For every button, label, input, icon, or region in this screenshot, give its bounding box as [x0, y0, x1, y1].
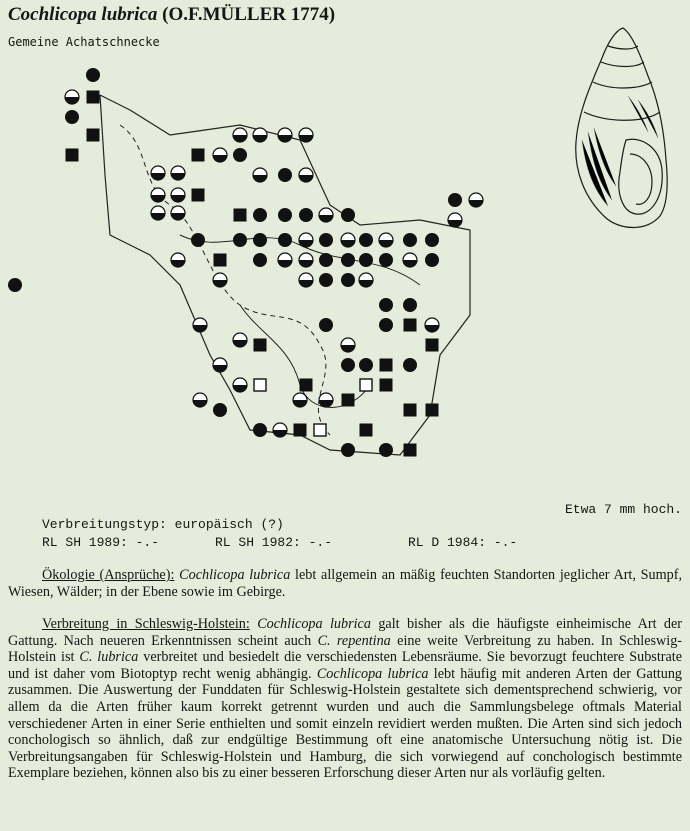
record-square-filled [404, 319, 416, 331]
record-square-filled [192, 149, 204, 161]
record-dot-filled [299, 208, 313, 222]
record-square-open [360, 379, 372, 391]
rl-sh-1982: RL SH 1982: -.- [215, 535, 333, 550]
record-dot-half-fill [299, 260, 313, 267]
record-dot-filled [379, 253, 393, 267]
record-dot-half-fill [293, 400, 307, 407]
oekologie-paragraph [8, 567, 682, 600]
oekologie-heading: Ökologie (Ansprüche): [42, 567, 175, 583]
record-dot-filled [341, 358, 355, 372]
distribution-map [0, 55, 520, 475]
record-dot-filled [359, 358, 373, 372]
record-dot-half-fill [171, 173, 185, 180]
record-dot-half-fill [469, 200, 483, 207]
record-dot-filled [86, 68, 100, 82]
coastline [100, 95, 470, 455]
common-name: Gemeine Achatschnecke [8, 35, 160, 49]
record-dot-half-fill [403, 260, 417, 267]
record-dot-filled [379, 443, 393, 457]
record-square-open [254, 379, 266, 391]
record-square-filled [360, 424, 372, 436]
record-dot-half-fill [341, 345, 355, 352]
record-dot-filled [253, 423, 267, 437]
record-dot-filled [359, 253, 373, 267]
record-dot-filled [359, 233, 373, 247]
verbreitung-text-4: lebt häufig mit anderen Arten der Gattung zusammen. Die Auswertung der Funddaten für Schleswig-Holstein gestaltete sich dementsprechend schwierig, vor allem da die Arten früher kaum korrekt getrennt wurden und auch die Sammlungsbelege oftmals Material verschiedener Arten in einer Serie enthielten und somit einzeln revidiert werden mußten. Die Arten sind sich jedoch conchologisch so ähnlich, daß zur endgültige Bestimmung oft eine anatomische Untersuchung nötig ist. Die Verbreitungsangaben für Schleswig-Holstein und Hamburg, die sich vorwiegend auf conchologisch bestimmte Exemplare beziehen, können also bis zu einer besseren Erforschung dieser Arten nur als vorläufig gelten. [8, 665, 683, 782]
record-dot-filled [278, 208, 292, 222]
record-dot-filled [233, 148, 247, 162]
record-square-filled [404, 444, 416, 456]
record-dot-half-fill [299, 135, 313, 142]
page-title [8, 4, 335, 26]
distribution-type-value: europäisch (?) [174, 517, 284, 532]
record-dot-half-fill [233, 385, 247, 392]
record-square-filled [380, 379, 392, 391]
title-species: Cochlicopa lubrica [8, 4, 158, 25]
record-dot-half-fill [341, 240, 355, 247]
record-dot-filled [341, 208, 355, 222]
record-dot-filled [403, 358, 417, 372]
record-dot-filled [65, 110, 79, 124]
record-square-filled [404, 404, 416, 416]
record-dot-half-fill [278, 260, 292, 267]
record-dot-half-fill [213, 155, 227, 162]
record-dot-half-fill [213, 280, 227, 287]
record-dot-filled [319, 318, 333, 332]
record-square-filled [294, 424, 306, 436]
record-dot-filled [253, 253, 267, 267]
verbreitung-paragraph [8, 616, 682, 782]
record-square-filled [234, 209, 246, 221]
record-dot-half-fill [193, 325, 207, 332]
record-dot-filled [213, 403, 227, 417]
record-dot-half-fill [193, 400, 207, 407]
title-author: (O.F.MÜLLER 1774) [162, 4, 336, 25]
record-dot-half-fill [65, 97, 79, 104]
record-dot-half-fill [151, 195, 165, 202]
record-square-filled [426, 339, 438, 351]
record-dot-half-fill [171, 213, 185, 220]
record-square-filled [254, 339, 266, 351]
record-dot-half-fill [278, 135, 292, 142]
record-dot-half-fill [151, 213, 165, 220]
record-square-filled [87, 129, 99, 141]
verbreitung-species-2: C. repentina [317, 632, 391, 649]
oekologie-text: lebt allgemein an mäßig feuchten Standorten jeglicher Art, Sumpf, Wiesen, Wälder; in der Ebene sowie im Gebirge. [8, 567, 683, 600]
record-dot-half-fill [253, 135, 267, 142]
record-dot-filled [8, 278, 22, 292]
record-square-filled [87, 91, 99, 103]
record-dot-half-fill [359, 280, 373, 287]
record-dot-half-fill [299, 175, 313, 182]
record-dot-filled [278, 168, 292, 182]
record-square-open [314, 424, 326, 436]
snail-shell-drawing [568, 20, 673, 235]
record-dot-filled [253, 233, 267, 247]
record-dot-half-fill [253, 175, 267, 182]
record-dot-filled [319, 273, 333, 287]
verbreitung-species-1: Cochlicopa lubrica [257, 616, 371, 632]
record-square-filled [380, 359, 392, 371]
record-dot-half-fill [151, 173, 165, 180]
record-square-filled [214, 254, 226, 266]
record-dot-filled [191, 233, 205, 247]
record-square-filled [426, 404, 438, 416]
record-square-filled [192, 189, 204, 201]
record-dot-half-fill [299, 280, 313, 287]
distribution-type-label: Verbreitungstyp: [42, 517, 167, 532]
record-dot-filled [233, 233, 247, 247]
verbreitung-heading: Verbreitung in Schleswig-Holstein: [42, 616, 250, 632]
record-dot-half-fill [171, 260, 185, 267]
record-dot-half-fill [425, 325, 439, 332]
rl-d-1984: RL D 1984: -.- [408, 535, 518, 550]
record-dot-filled [319, 253, 333, 267]
verbreitung-text-1: galt bisher als die häufigste einheimische Art der Gattung. Nach neueren Erkenntnissen scheint auch [8, 616, 683, 649]
record-dot-half-fill [171, 195, 185, 202]
record-dot-filled [403, 233, 417, 247]
record-square-filled [300, 379, 312, 391]
record-dot-filled [341, 273, 355, 287]
oekologie-species: Cochlicopa lubrica [179, 567, 291, 583]
record-dot-filled [379, 298, 393, 312]
rl-sh-1989: RL SH 1989: -.- [42, 535, 160, 550]
record-dot-half-fill [233, 135, 247, 142]
verbreitung-species-3: C. lubrica [79, 649, 139, 666]
record-dot-half-fill [233, 340, 247, 347]
record-dot-filled [379, 318, 393, 332]
record-dot-filled [341, 443, 355, 457]
verbreitung-text-3: verbreitet und besiedelt die verschiedensten Lebensräume. Sie bevorzugt feuchtere Substrate und ist daher vom Biotoptyp recht wenig abhängig. [8, 649, 683, 682]
verbreitung-text-2: eine weite Verbreitung zu haben. In Schleswig-Holstein ist [8, 632, 683, 666]
record-dot-filled [403, 298, 417, 312]
record-dot-half-fill [379, 240, 393, 247]
record-dot-half-fill [319, 215, 333, 222]
record-dot-filled [425, 253, 439, 267]
record-dot-filled [425, 233, 439, 247]
record-dot-filled [319, 233, 333, 247]
size-note: Etwa 7 mm hoch. [564, 502, 682, 517]
record-square-filled [342, 394, 354, 406]
record-dot-filled [341, 253, 355, 267]
record-square-filled [66, 149, 78, 161]
record-dot-half-fill [213, 365, 227, 372]
river-line-2 [240, 305, 370, 408]
distribution-type [42, 517, 284, 532]
verbreitung-species-4: Cochlicopa lubrica [316, 665, 429, 682]
record-dot-filled [278, 233, 292, 247]
record-dot-filled [448, 193, 462, 207]
record-dot-half-fill [273, 430, 287, 437]
record-dot-filled [253, 208, 267, 222]
